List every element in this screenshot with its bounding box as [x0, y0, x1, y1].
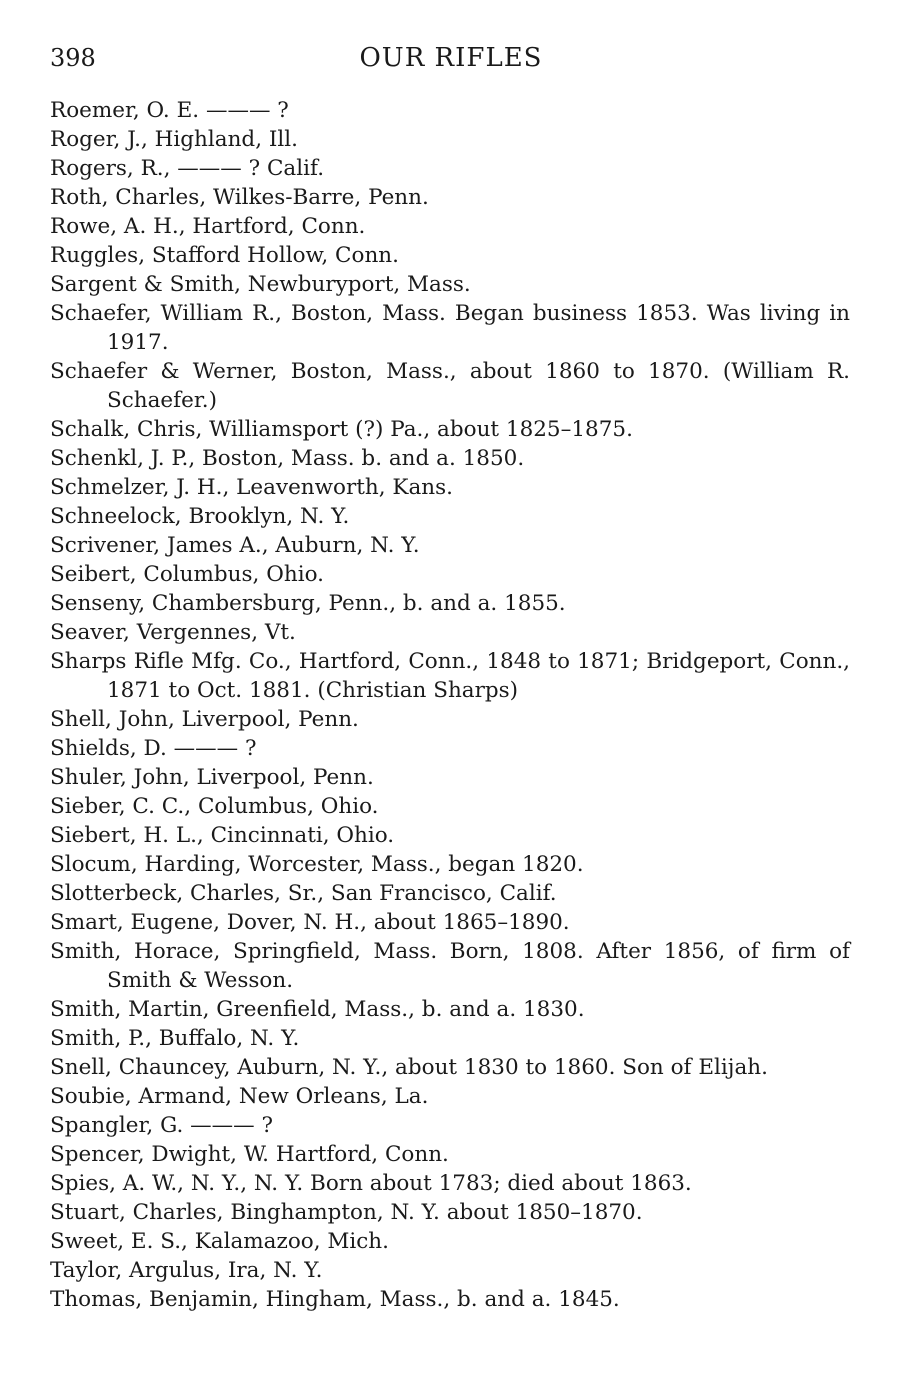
list-item: Slotterbeck, Charles, Sr., San Francisco, Calif.	[50, 881, 557, 906]
list-item: Spencer, Dwight, W. Hartford, Conn.	[50, 1142, 449, 1167]
list-item: Shell, John, Liverpool, Penn.	[50, 707, 359, 732]
list-item: Smith, P., Buffalo, N. Y.	[50, 1026, 300, 1051]
list-item: Schneelock, Brooklyn, N. Y.	[50, 504, 350, 529]
list-item: Spangler, G. ——— ?	[50, 1113, 274, 1138]
list-item: Ruggles, Stafford Hollow, Conn.	[50, 243, 399, 268]
list-item: Stuart, Charles, Binghampton, N. Y. about 1850–1870.	[50, 1200, 643, 1225]
page-number: 398	[50, 44, 96, 72]
list-item: Scrivener, James A., Auburn, N. Y.	[50, 533, 420, 558]
list-item: Smart, Eugene, Dover, N. H., about 1865–1890.	[50, 910, 570, 935]
list-item: Slocum, Harding, Worcester, Mass., began 1820.	[50, 852, 584, 877]
list-item: Roth, Charles, Wilkes-Barre, Penn.	[50, 185, 429, 210]
list-item: Soubie, Armand, New Orleans, La.	[50, 1084, 429, 1109]
list-item: Seibert, Columbus, Ohio.	[50, 562, 324, 587]
list-item: Shuler, John, Liverpool, Penn.	[50, 765, 374, 790]
list-item: Schmelzer, J. H., Leavenworth, Kans.	[50, 475, 454, 500]
list-item: Thomas, Benjamin, Hingham, Mass., b. and a. 1845.	[50, 1287, 620, 1312]
list-item: Shields, D. ——— ?	[50, 736, 257, 761]
running-head	[50, 40, 852, 76]
list-item: Spies, A. W., N. Y., N. Y. Born about 1783; died about 1863.	[50, 1171, 692, 1196]
maker-list	[50, 96, 850, 1314]
page-title: OUR RIFLES	[359, 43, 543, 73]
list-item: Schenkl, J. P., Boston, Mass. b. and a. 1850.	[50, 446, 525, 471]
list-item: Sieber, C. C., Columbus, Ohio.	[50, 794, 379, 819]
list-item: Smith, Martin, Greenfield, Mass., b. and a. 1830.	[50, 997, 585, 1022]
list-item: Siebert, H. L., Cincinnati, Ohio.	[50, 823, 395, 848]
list-item: Roemer, O. E. ——— ?	[50, 98, 289, 123]
list-item: Rogers, R., ——— ? Calif.	[50, 156, 325, 181]
list-item: Schaefer, William R., Boston, Mass. Began business 1853. Was living in 1917.	[50, 301, 850, 355]
list-item: Roger, J., Highland, Ill.	[50, 127, 298, 152]
list-item: Snell, Chauncey, Auburn, N. Y., about 1830 to 1860. Son of Elijah.	[50, 1055, 768, 1080]
list-item: Schaefer & Werner, Boston, Mass., about 1860 to 1870. (William R. Schaefer.)	[50, 359, 850, 413]
list-item: Seaver, Vergennes, Vt.	[50, 620, 296, 645]
list-item: Sargent & Smith, Newburyport, Mass.	[50, 272, 471, 297]
list-item: Schalk, Chris, Williamsport (?) Pa., about 1825–1875.	[50, 417, 633, 442]
list-item: Taylor, Argulus, Ira, N. Y.	[50, 1258, 323, 1283]
list-item: Rowe, A. H., Hartford, Conn.	[50, 214, 366, 239]
list-item: Sweet, E. S., Kalamazoo, Mich.	[50, 1229, 389, 1254]
list-item: Smith, Horace, Springfield, Mass. Born, 1808. After 1856, of firm of Smith & Wesson.	[50, 939, 850, 993]
list-item: Sharps Rifle Mfg. Co., Hartford, Conn., 1848 to 1871; Bridgeport, Conn., 1871 to Oct. 1881. (Christian Sharps)	[50, 649, 850, 703]
list-item: Senseny, Chambersburg, Penn., b. and a. 1855.	[50, 591, 566, 616]
